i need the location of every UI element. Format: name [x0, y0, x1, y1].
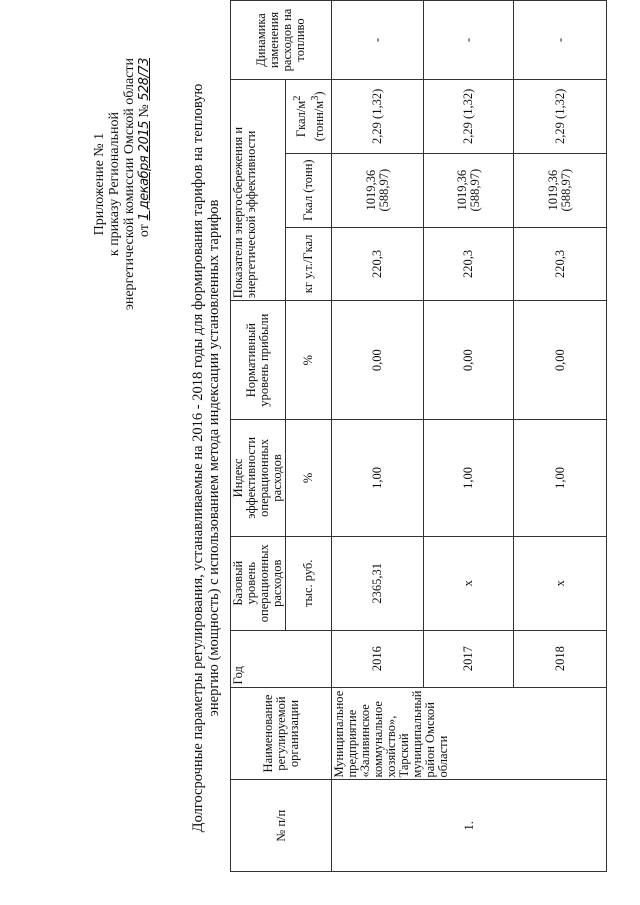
cell-gcal-m2: 2,29 (1,32) — [332, 79, 424, 153]
unit-gcal: Гкал (тонн) — [286, 153, 332, 227]
table-row — [332, 1, 424, 872]
unit-index: % — [286, 419, 332, 536]
cell-fuel: 220,3 — [424, 227, 514, 301]
header-index: Индекс эффективности операционных расходов — [231, 419, 286, 536]
header-dynamics: Динамика изменения расходов на топливо — [231, 1, 332, 80]
cell-dynamics: - — [332, 1, 424, 80]
cell-profit: 0,00 — [332, 301, 424, 420]
cell-dynamics: - — [514, 1, 607, 80]
document-title — [190, 43, 222, 873]
title-line-2: энергию (мощность) с использованием метода индексации установленных тарифов — [206, 199, 222, 717]
header-profit: Нормативный уровень прибыли — [231, 301, 286, 420]
cell-fuel: 220,3 — [332, 227, 424, 301]
cell-year: 2018 — [514, 630, 607, 687]
header-base: Базовый уровень операционных расходов — [231, 536, 286, 630]
org-name: Муниципальное предприятие «Заливинское коммунальное хозяйство», Тарский муниципальный район Омской области — [332, 687, 607, 780]
appendix-block — [92, 58, 152, 310]
cell-base: 2365,31 — [332, 536, 424, 630]
unit-base: тыс. руб. — [286, 536, 332, 630]
cell-gcal-m2: 2,29 (1,32) — [514, 79, 607, 153]
date-prefix: от — [137, 224, 152, 238]
cell-index: 1,00 — [514, 419, 607, 536]
header-org: Наименование регулируемой организации — [231, 687, 332, 780]
cell-fuel: 220,3 — [514, 227, 607, 301]
number-prefix: № — [137, 104, 152, 118]
parameters-table — [230, 0, 607, 872]
cell-dynamics: - — [424, 1, 514, 80]
cell-gcal-m2: 2,29 (1,32) — [424, 79, 514, 153]
cell-base: х — [424, 536, 514, 630]
header-year: Год — [231, 630, 332, 687]
cell-gcal: 1019,36 (588,97) — [424, 153, 514, 227]
header-num: № п/п — [231, 780, 332, 872]
cell-gcal: 1019,36 (588,97) — [514, 153, 607, 227]
cell-base: х — [514, 536, 607, 630]
title-line-1: Долгосрочные параметры регулирования, устанавливаемые на 2016 - 2018 годы для формирования тарифов на тепловую — [190, 83, 206, 833]
appendix-line-3: энергетической комиссии Омской области — [122, 58, 137, 311]
unit-gcal-m2: Гкал/$м^2$ $(тонн/м^3)$ — [286, 79, 332, 153]
appendix-line-2: к приказу Региональной — [107, 112, 122, 257]
cell-year: 2017 — [424, 630, 514, 687]
unit-profit: % — [286, 301, 332, 420]
org-number: 1. — [332, 780, 607, 872]
cell-gcal: 1019,36 (588,97) — [332, 153, 424, 227]
cell-profit: 0,00 — [424, 301, 514, 420]
header-row — [231, 1, 286, 872]
handwritten-date: 1 декабря 2015 — [137, 121, 152, 221]
handwritten-number: 528/73 — [137, 58, 152, 101]
appendix-line-1: Приложение № 1 — [92, 132, 107, 236]
cell-profit: 0,00 — [514, 301, 607, 420]
unit-fuel: кг у.т./Гкал — [286, 227, 332, 301]
cell-index: 1,00 — [332, 419, 424, 536]
cell-year: 2016 — [332, 630, 424, 687]
header-energy: Показатели энергосбережения и энергетической эффективности — [231, 79, 286, 300]
appendix-date-line — [137, 58, 152, 310]
cell-index: 1,00 — [424, 419, 514, 536]
